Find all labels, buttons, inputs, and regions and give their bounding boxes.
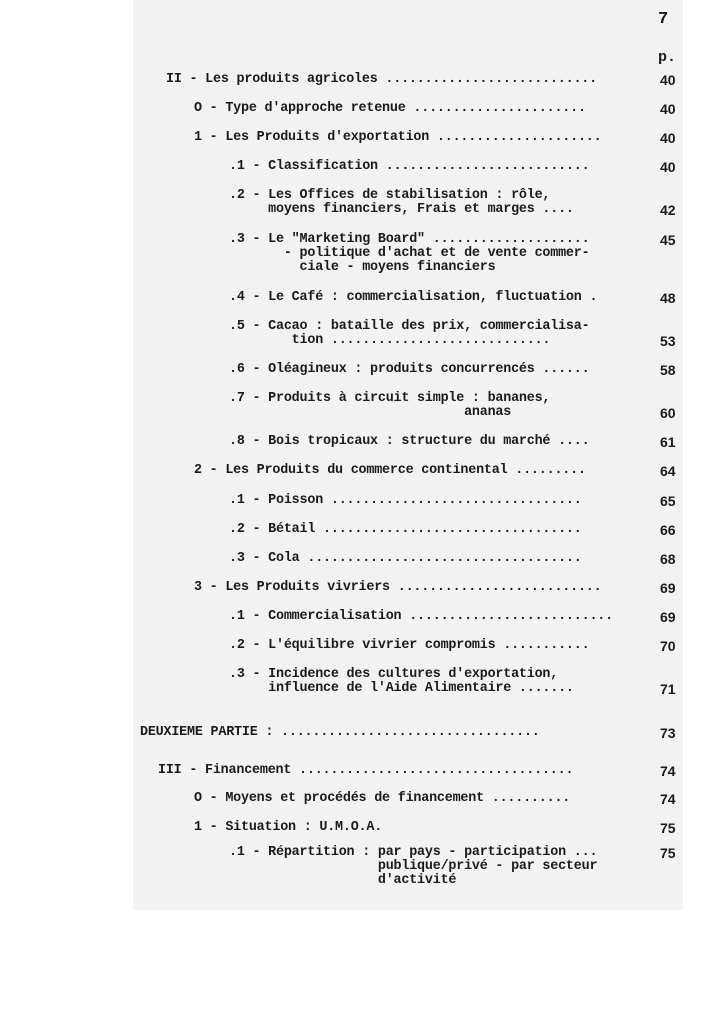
toc-entry: .8 - Bois tropicaux : structure du marché .... bbox=[229, 434, 590, 449]
toc-entry: .3 - Cola ................................... bbox=[229, 551, 582, 566]
toc-page: 74 bbox=[660, 791, 676, 807]
toc-entry: .6 - Oléagineux : produits concurrencés ...... bbox=[229, 362, 590, 377]
toc-page: 68 bbox=[660, 551, 676, 567]
toc-page: 64 bbox=[660, 463, 676, 479]
toc-page: 69 bbox=[660, 580, 676, 596]
toc-entry: .3 - Incidence des cultures d'exportation, influence de l'Aide Alimentaire ....... bbox=[229, 667, 574, 696]
toc-entry: .2 - Les Offices de stabilisation : rôle, moyens financiers, Frais et marges .... bbox=[229, 188, 574, 217]
toc-page: 75 bbox=[660, 820, 676, 836]
toc-page: 40 bbox=[660, 159, 676, 175]
toc-entry: .1 - Répartition : par pays - participation ... publique/privé - par secteur d'activité bbox=[229, 845, 598, 888]
toc-entry: 3 - Les Produits vivriers .......................... bbox=[194, 580, 602, 595]
toc-page: 74 bbox=[660, 763, 676, 779]
toc-page: 66 bbox=[660, 522, 676, 538]
toc-page: 73 bbox=[660, 725, 676, 741]
toc-entry: 1 - Les Produits d'exportation ..................... bbox=[194, 130, 602, 145]
page-column-label: p. bbox=[658, 49, 677, 66]
toc-page: 60 bbox=[660, 405, 676, 421]
toc-page: 45 bbox=[660, 232, 676, 248]
toc-page: 71 bbox=[660, 681, 676, 697]
toc-page: 65 bbox=[660, 493, 676, 509]
toc-entry: .3 - Le "Marketing Board" .................... - politique d'achat et de vente commer- ciale - moyens financiers bbox=[229, 232, 590, 275]
page-number: 7 bbox=[658, 10, 669, 29]
toc-entry: .5 - Cacao : bataille des prix, commercialisa- tion ............................ bbox=[229, 319, 590, 348]
toc-entry: .1 - Commercialisation .......................... bbox=[229, 609, 613, 624]
toc-entry: 1 - Situation : U.M.O.A. bbox=[194, 820, 383, 835]
toc-page: 75 bbox=[660, 845, 676, 861]
toc-entry: .1 - Classification .......................... bbox=[229, 159, 590, 174]
toc-page: 42 bbox=[660, 202, 676, 218]
toc-page: 40 bbox=[660, 101, 676, 117]
toc-entry: II - Les produits agricoles ........................... bbox=[166, 72, 597, 87]
toc-page: 70 bbox=[660, 638, 676, 654]
toc-entry: .2 - Bétail ................................. bbox=[229, 522, 582, 537]
toc-page: 40 bbox=[660, 72, 676, 88]
toc-page: 61 bbox=[660, 434, 676, 450]
toc-entry: .2 - L'équilibre vivrier compromis ........... bbox=[229, 638, 590, 653]
toc-entry: O - Type d'approche retenue ...................... bbox=[194, 101, 586, 116]
toc-page: 40 bbox=[660, 130, 676, 146]
toc-entry: .4 - Le Café : commercialisation, fluctuation . bbox=[229, 290, 598, 305]
toc-entry: .1 - Poisson ................................ bbox=[229, 493, 582, 508]
toc-page: 53 bbox=[660, 333, 676, 349]
toc-entry: O - Moyens et procédés de financement .......... bbox=[194, 791, 571, 806]
toc-entry: III - Financement ................................... bbox=[158, 763, 574, 778]
toc-page: 48 bbox=[660, 290, 676, 306]
toc-entry: .7 - Produits à circuit simple : bananes, ananas bbox=[229, 391, 551, 420]
section-heading: DEUXIEME PARTIE : ................................. bbox=[140, 725, 540, 740]
toc-page: 58 bbox=[660, 362, 676, 378]
toc-page: 69 bbox=[660, 609, 676, 625]
toc-entry: 2 - Les Produits du commerce continental ......... bbox=[194, 463, 586, 478]
